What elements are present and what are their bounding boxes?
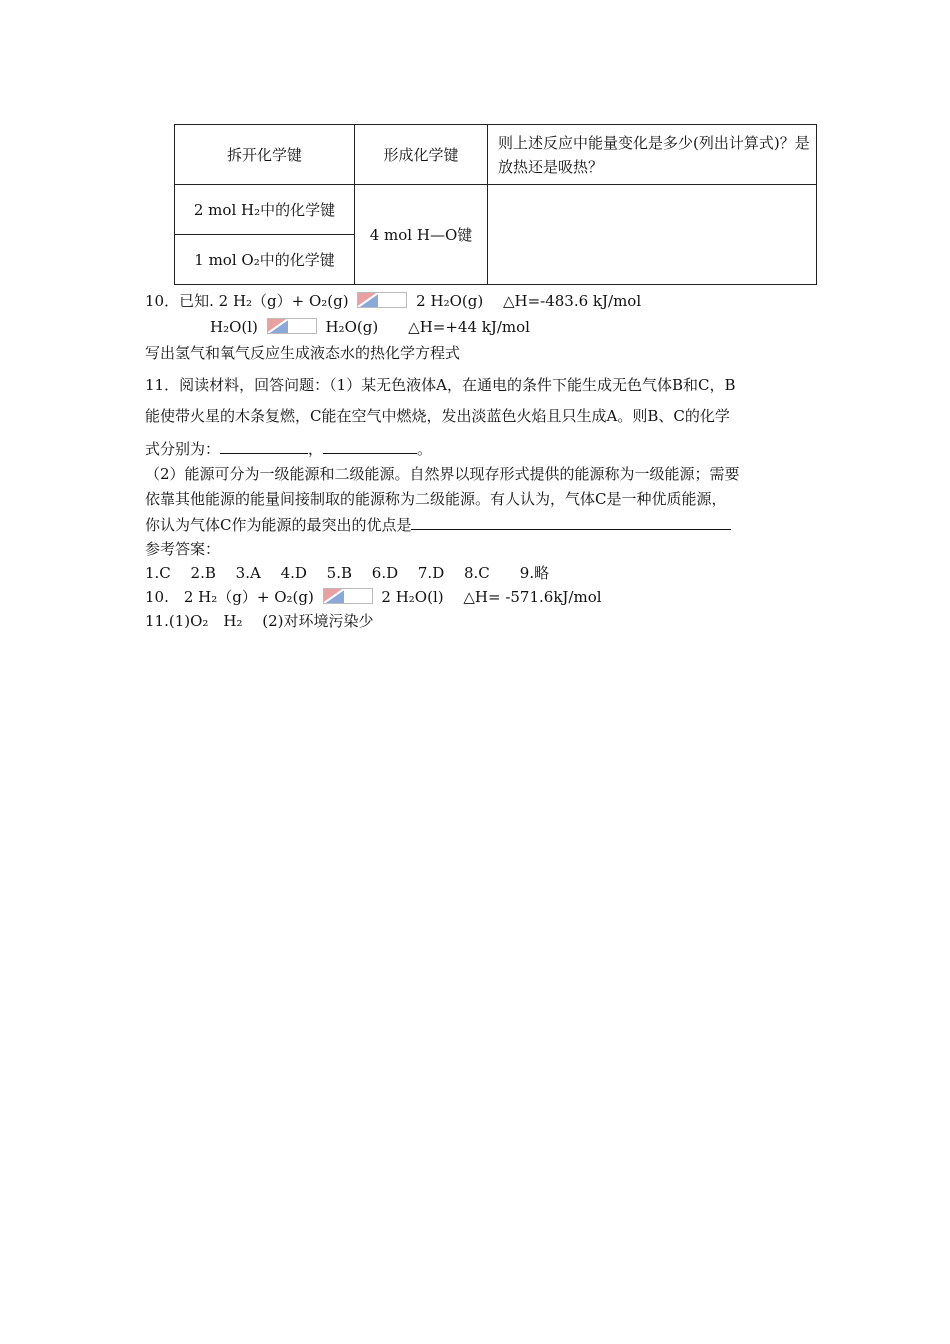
q11-part2-line1: （2）能源可分为一级能源和二级能源。自然界以现存形式提供的能源称为一级能源；需要	[145, 465, 740, 483]
table-cell-h2-bonds: 2 mol H₂中的化学键	[175, 185, 355, 235]
table-header-form: 形成化学键	[355, 125, 488, 185]
table-cell-o2-bonds: 1 mol O₂中的化学键	[175, 235, 355, 285]
answer-blank-c[interactable]	[323, 437, 417, 454]
reaction-arrow-icon	[357, 292, 407, 308]
reaction-arrow-icon	[267, 318, 317, 334]
bond-energy-table	[174, 124, 817, 285]
answer-blank-advantage[interactable]	[411, 513, 731, 530]
answers-multiple-choice: 1.C 2.B 3.A 4.D 5.B 6.D 7.D 8.C 9.略	[145, 564, 550, 582]
answers-q10: 10. 2 H₂（g）+ O₂(g) 2 H₂O(l) △H= -571.6kJ/mol	[145, 588, 602, 606]
q10-equation-1: 10．已知. 2 H₂（g）+ O₂(g) 2 H₂O(g) △H=-483.6 kJ/mol	[145, 292, 642, 310]
table-header-question: 则上述反应中能量变化是多少(列出计算式)？是放热还是吸热？	[488, 125, 817, 185]
table-cell-answer[interactable]	[488, 185, 817, 285]
answers-q11: 11.(1)O₂ H₂ (2)对环境污染少	[145, 612, 374, 630]
q11-part1-line3: 式分别为： ， 。	[145, 437, 432, 459]
q11-part1-line2: 能使带火星的木条复燃，C能在空气中燃烧，发出淡蓝色火焰且只生成A。则B、C的化学	[145, 407, 730, 425]
table-header-break: 拆开化学键	[175, 125, 355, 185]
q11-part1-line1: 11．阅读材料，回答问题：（1）某无色液体A，在通电的条件下能生成无色气体B和C，B	[145, 376, 736, 394]
q11-part2-line2: 依靠其他能源的能量间接制取的能源称为二级能源。有人认为，气体C是一种优质能源，	[145, 490, 727, 508]
q10-prompt: 写出氢气和氧气反应生成液态水的热化学方程式	[145, 344, 461, 362]
answer-blank-b[interactable]	[220, 437, 308, 454]
q10-equation-2: H₂O(l) H₂O(g) △H=+44 kJ/mol	[210, 318, 530, 336]
answers-title: 参考答案：	[145, 540, 221, 558]
reaction-arrow-icon	[323, 588, 373, 604]
q11-part2-line3: 你认为气体C作为能源的最突出的优点是	[145, 513, 731, 535]
table-cell-ho-bonds: 4 mol H—O键	[355, 185, 488, 285]
